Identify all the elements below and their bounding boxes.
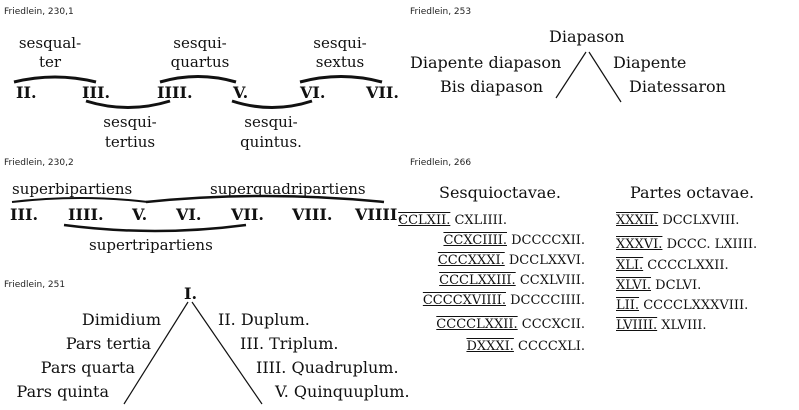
p1-numeral-3: IIII. <box>157 83 193 102</box>
p5-col1-row-5-a: CCCCXVIIII. <box>422 293 506 308</box>
p2-numeral-1: III. <box>10 205 39 224</box>
p3-right-1: II. Duplum. <box>218 310 310 329</box>
p5-col2-row-6-a: LVIIII. <box>616 318 658 333</box>
arc-sesquisextus <box>300 77 382 83</box>
p2-label-superquadripartiens: superquadripartiens <box>210 180 366 198</box>
p5-col2-row-3-b: CCCCLXXII. <box>647 258 729 273</box>
p2-numeral-6: VIII. <box>292 205 333 224</box>
arc-sesquiquartus <box>160 77 236 83</box>
p5-col1-row-6-b: CCCXCII. <box>521 317 585 332</box>
p5-col1-row-4 <box>439 273 585 288</box>
p3-left-1: Dimidium <box>81 310 161 329</box>
p1-numeral-2: III. <box>82 83 111 102</box>
p1-upper-label-2-line2: quartus <box>170 53 230 71</box>
p5-col1-row-1-a: CCLXII. <box>398 213 451 228</box>
p4-apex: Diapason <box>549 27 625 46</box>
p2-numeral-4: VI. <box>176 205 202 224</box>
p2-label-superbipartiens: superbipartiens <box>12 180 133 198</box>
p3-apex: I. <box>184 284 198 303</box>
p1-upper-label-3-line1: sesqui- <box>313 34 367 52</box>
p2-numeral-3: V. <box>132 205 148 224</box>
p1-numeral-4: V. <box>233 83 249 102</box>
p5-col1-row-6 <box>436 317 585 332</box>
p3-right-2: III. Triplum. <box>240 334 339 353</box>
p4-left-1: Diapente diapason <box>410 53 562 72</box>
p5-col1-row-2 <box>443 233 585 248</box>
p5-col1-row-1-b: CXLIIII. <box>454 213 507 228</box>
p2-numeral-2: IIII. <box>68 205 104 224</box>
p2-caption: Friedlein, 230,2 <box>4 158 74 168</box>
p5-col2-row-1-a: XXXII. <box>616 213 659 228</box>
p1-upper-label-3-line2: sextus <box>315 53 365 71</box>
p1-numeral-6: VII. <box>366 83 399 102</box>
p5-col2-row-4-b: DCLVI. <box>655 278 702 293</box>
p5-col1-row-3-b: DCCLXXVI. <box>508 253 585 268</box>
p5-col2-row-6-b: XLVIII. <box>661 318 707 333</box>
p3-caption: Friedlein, 251 <box>4 280 66 290</box>
p5-col2-row-2 <box>616 237 757 252</box>
p5-col2-row-4-a: XLVI. <box>616 278 652 293</box>
p4-right-2: Diatessaron <box>629 77 726 96</box>
p5-col1-row-5 <box>423 293 585 308</box>
p1-upper-label-2-line1: sesqui- <box>173 34 227 52</box>
arc-sesqualter <box>14 77 96 82</box>
arc-superbipartiens <box>12 198 148 202</box>
p5-col2-row-3-a: XLI. <box>616 258 644 273</box>
p5-col1-row-7-b: CCCCXLI. <box>518 339 585 354</box>
p1-lower-label-1-line2: tertius <box>104 133 156 151</box>
p2-numeral-5: VII. <box>231 205 264 224</box>
p5-col1-row-4-b: CCXLVIII. <box>519 273 585 288</box>
p1-numeral-1: II. <box>16 83 37 102</box>
p5-col1-row-1 <box>398 213 507 228</box>
p1-upper-label-1-line1: sesqual- <box>18 34 82 52</box>
p5-col2-row-2-a: XXXVI. <box>616 237 663 252</box>
p3-left-2: Pars tertia <box>65 334 151 353</box>
p5-col1-row-6-a: CCCCLXXII. <box>436 317 518 332</box>
p5-col2-row-4 <box>616 278 701 293</box>
p4-left-2: Bis diapason <box>440 77 543 96</box>
p1-caption: Friedlein, 230,1 <box>4 7 74 17</box>
p4-caption: Friedlein, 253 <box>410 7 472 17</box>
p1-lower-label-2-line2: quintus. <box>240 133 302 151</box>
p5-col1-title: Sesquioctavae. <box>439 183 561 202</box>
p3-right-4: V. Quinquuplum. <box>275 382 410 401</box>
p5-col1-row-7 <box>466 339 585 354</box>
p5-col2-row-2-b: DCCC. LXIIII. <box>666 237 758 252</box>
p5-col2-row-3 <box>616 258 729 273</box>
p3-left-4: Pars quinta <box>16 382 109 401</box>
p5-col2-row-5-a: LII. <box>616 298 640 313</box>
p5-col1-row-3-a: CCCXXXI. <box>437 253 505 268</box>
p5-col1-row-5-b: DCCCCIIII. <box>510 293 585 308</box>
p5-col1-row-3 <box>438 253 585 268</box>
p5-col1-row-7-a: DXXXI. <box>466 339 514 354</box>
p5-col2-title: Partes octavae. <box>630 183 755 202</box>
p5-col2-row-5 <box>616 298 748 313</box>
p5-col2-row-1-b: DCCLXVIII. <box>662 213 740 228</box>
p1-upper-label-1-line2: ter <box>38 53 62 71</box>
p5-col1-row-4-a: CCCLXXIII. <box>439 273 516 288</box>
p2-numeral-7: VIIII. <box>355 205 403 224</box>
p5-col1-row-2-b: DCCCCXII. <box>511 233 585 248</box>
p5-col2-row-6 <box>616 318 707 333</box>
arc-supertripartiens <box>64 225 246 231</box>
p2-label-supertripartiens: supertripartiens <box>89 236 213 254</box>
p3-right-3: IIII. Quadruplum. <box>256 358 399 377</box>
p3-left-3: Pars quarta <box>40 358 135 377</box>
p5-col2-row-1 <box>616 213 739 228</box>
p1-lower-label-1-line1: sesqui- <box>103 113 157 131</box>
p1-numeral-5: VI. <box>300 83 326 102</box>
p4-right-1: Diapente <box>613 53 687 72</box>
p5-caption: Friedlein, 266 <box>410 158 472 168</box>
p1-lower-label-2-line1: sesqui- <box>244 113 298 131</box>
p5-col1-row-2-a: CCXCIIII. <box>443 233 507 248</box>
p5-col2-row-5-b: CCCCLXXXVIII. <box>643 298 749 313</box>
